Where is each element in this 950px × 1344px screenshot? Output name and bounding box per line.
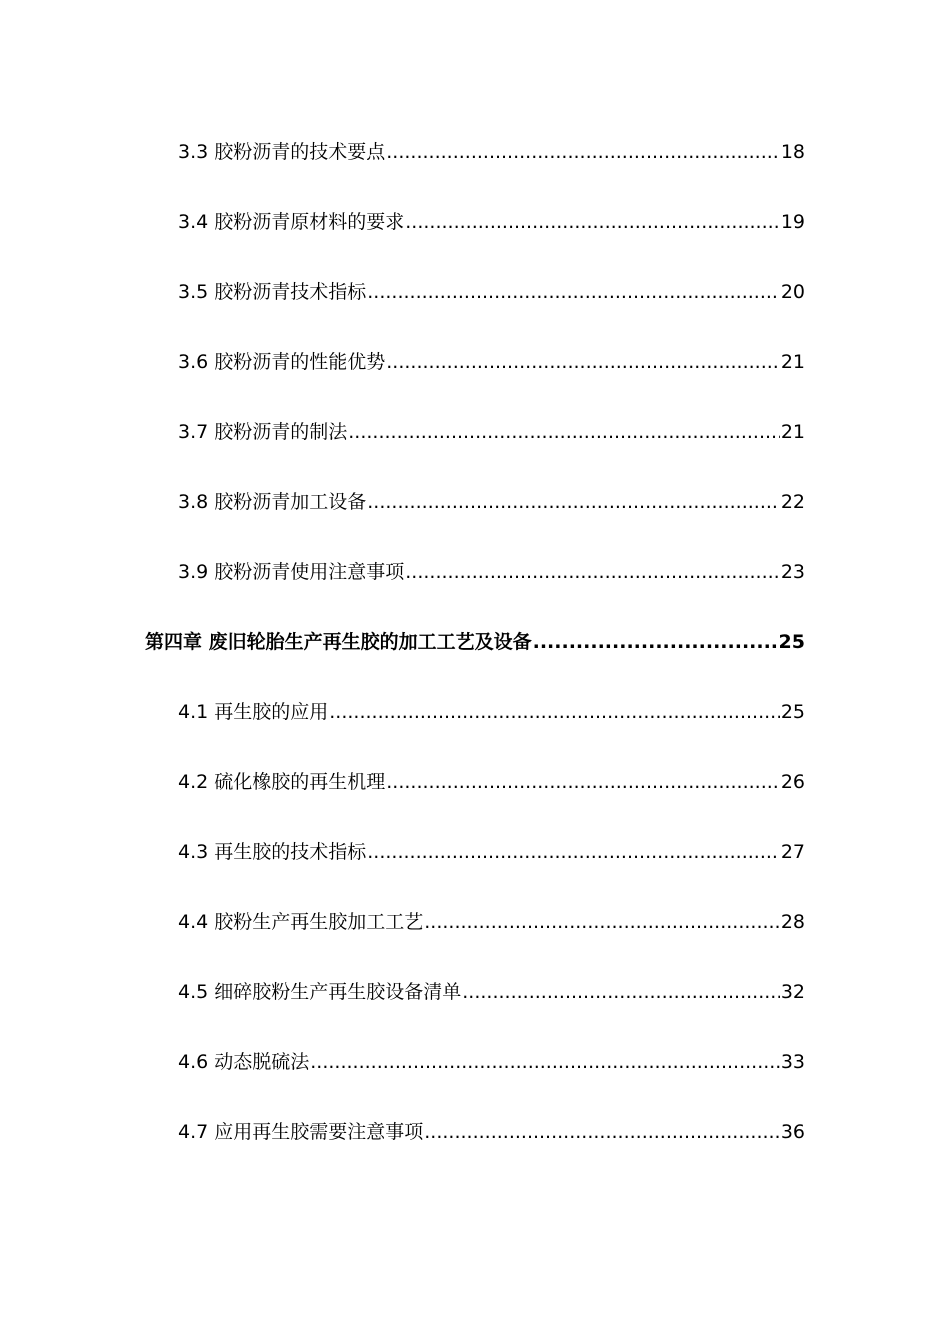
- toc-leader-dots: [405, 209, 780, 235]
- toc-entry-4-1[interactable]: [178, 695, 805, 725]
- toc-entry-4-7[interactable]: [178, 1115, 805, 1145]
- toc-entry-title: 3.5 胶粉沥青技术指标: [178, 281, 367, 303]
- toc-entry-page: 18: [780, 141, 805, 163]
- toc-entry-3-4[interactable]: [178, 205, 805, 235]
- toc-entry-3-5[interactable]: [178, 275, 805, 305]
- toc-entry-page: 27: [780, 841, 805, 863]
- toc-entry-title: 4.3 再生胶的技术指标: [178, 841, 367, 863]
- toc-entry-page: 20: [780, 281, 805, 303]
- toc-leader-dots: [367, 279, 780, 305]
- toc-entry-title: 3.7 胶粉沥青的制法: [178, 421, 348, 443]
- toc-leader-dots: [367, 489, 780, 515]
- toc-leader-dots: [348, 419, 780, 445]
- toc-entry-3-8[interactable]: [178, 485, 805, 515]
- toc-entry-title: 4.4 胶粉生产再生胶加工工艺: [178, 911, 424, 933]
- toc-entry-page: 25: [778, 631, 805, 653]
- toc-entry-page: 32: [780, 981, 805, 1003]
- toc-leader-dots: [405, 559, 780, 585]
- toc-entry-3-9[interactable]: [178, 555, 805, 585]
- toc-leader-dots: [424, 909, 780, 935]
- toc-entry-page: 25: [780, 701, 805, 723]
- toc-entry-page: 22: [780, 491, 805, 513]
- toc-leader-dots: [424, 1119, 780, 1145]
- toc-entry-page: 21: [780, 421, 805, 443]
- toc-entry-title: 3.8 胶粉沥青加工设备: [178, 491, 367, 513]
- toc-entry-4-6[interactable]: [178, 1045, 805, 1075]
- toc-entry-page: 33: [780, 1051, 805, 1073]
- toc-entry-chapter-4[interactable]: [145, 625, 805, 655]
- toc-entry-page: 23: [780, 561, 805, 583]
- toc-entry-4-5[interactable]: [178, 975, 805, 1005]
- toc-leader-dots: [386, 769, 780, 795]
- toc-entry-page: 28: [780, 911, 805, 933]
- toc-leader-dots: [386, 349, 780, 375]
- toc-entry-title: 4.2 硫化橡胶的再生机理: [178, 771, 386, 793]
- toc-entry-title: 3.9 胶粉沥青使用注意事项: [178, 561, 405, 583]
- toc-leader-dots: [386, 139, 780, 165]
- toc-leader-dots: [310, 1049, 780, 1075]
- toc-entry-title: 3.6 胶粉沥青的性能优势: [178, 351, 386, 373]
- toc-entry-3-6[interactable]: [178, 345, 805, 375]
- toc-entry-page: 19: [780, 211, 805, 233]
- toc-leader-dots: [367, 839, 780, 865]
- toc-leader-dots: [533, 629, 778, 655]
- toc-entry-title: 第四章 废旧轮胎生产再生胶的加工工艺及设备: [145, 631, 532, 653]
- toc-entry-page: 21: [780, 351, 805, 373]
- toc-entry-4-2[interactable]: [178, 765, 805, 795]
- toc-entry-3-3[interactable]: [178, 135, 805, 165]
- toc-entry-4-3[interactable]: [178, 835, 805, 865]
- toc-entry-title: 4.1 再生胶的应用: [178, 701, 329, 723]
- toc-entry-3-7[interactable]: [178, 415, 805, 445]
- toc-leader-dots: [462, 979, 780, 1005]
- toc-entry-title: 4.6 动态脱硫法: [178, 1051, 310, 1073]
- toc-entry-title: 3.4 胶粉沥青原材料的要求: [178, 211, 405, 233]
- toc-entry-title: 4.5 细碎胶粉生产再生胶设备清单: [178, 981, 462, 1003]
- toc-entry-page: 26: [780, 771, 805, 793]
- toc-entry-title: 4.7 应用再生胶需要注意事项: [178, 1121, 424, 1143]
- toc-leader-dots: [329, 699, 780, 725]
- toc-entry-page: 36: [780, 1121, 805, 1143]
- toc-entry-title: 3.3 胶粉沥青的技术要点: [178, 141, 386, 163]
- toc-entry-4-4[interactable]: [178, 905, 805, 935]
